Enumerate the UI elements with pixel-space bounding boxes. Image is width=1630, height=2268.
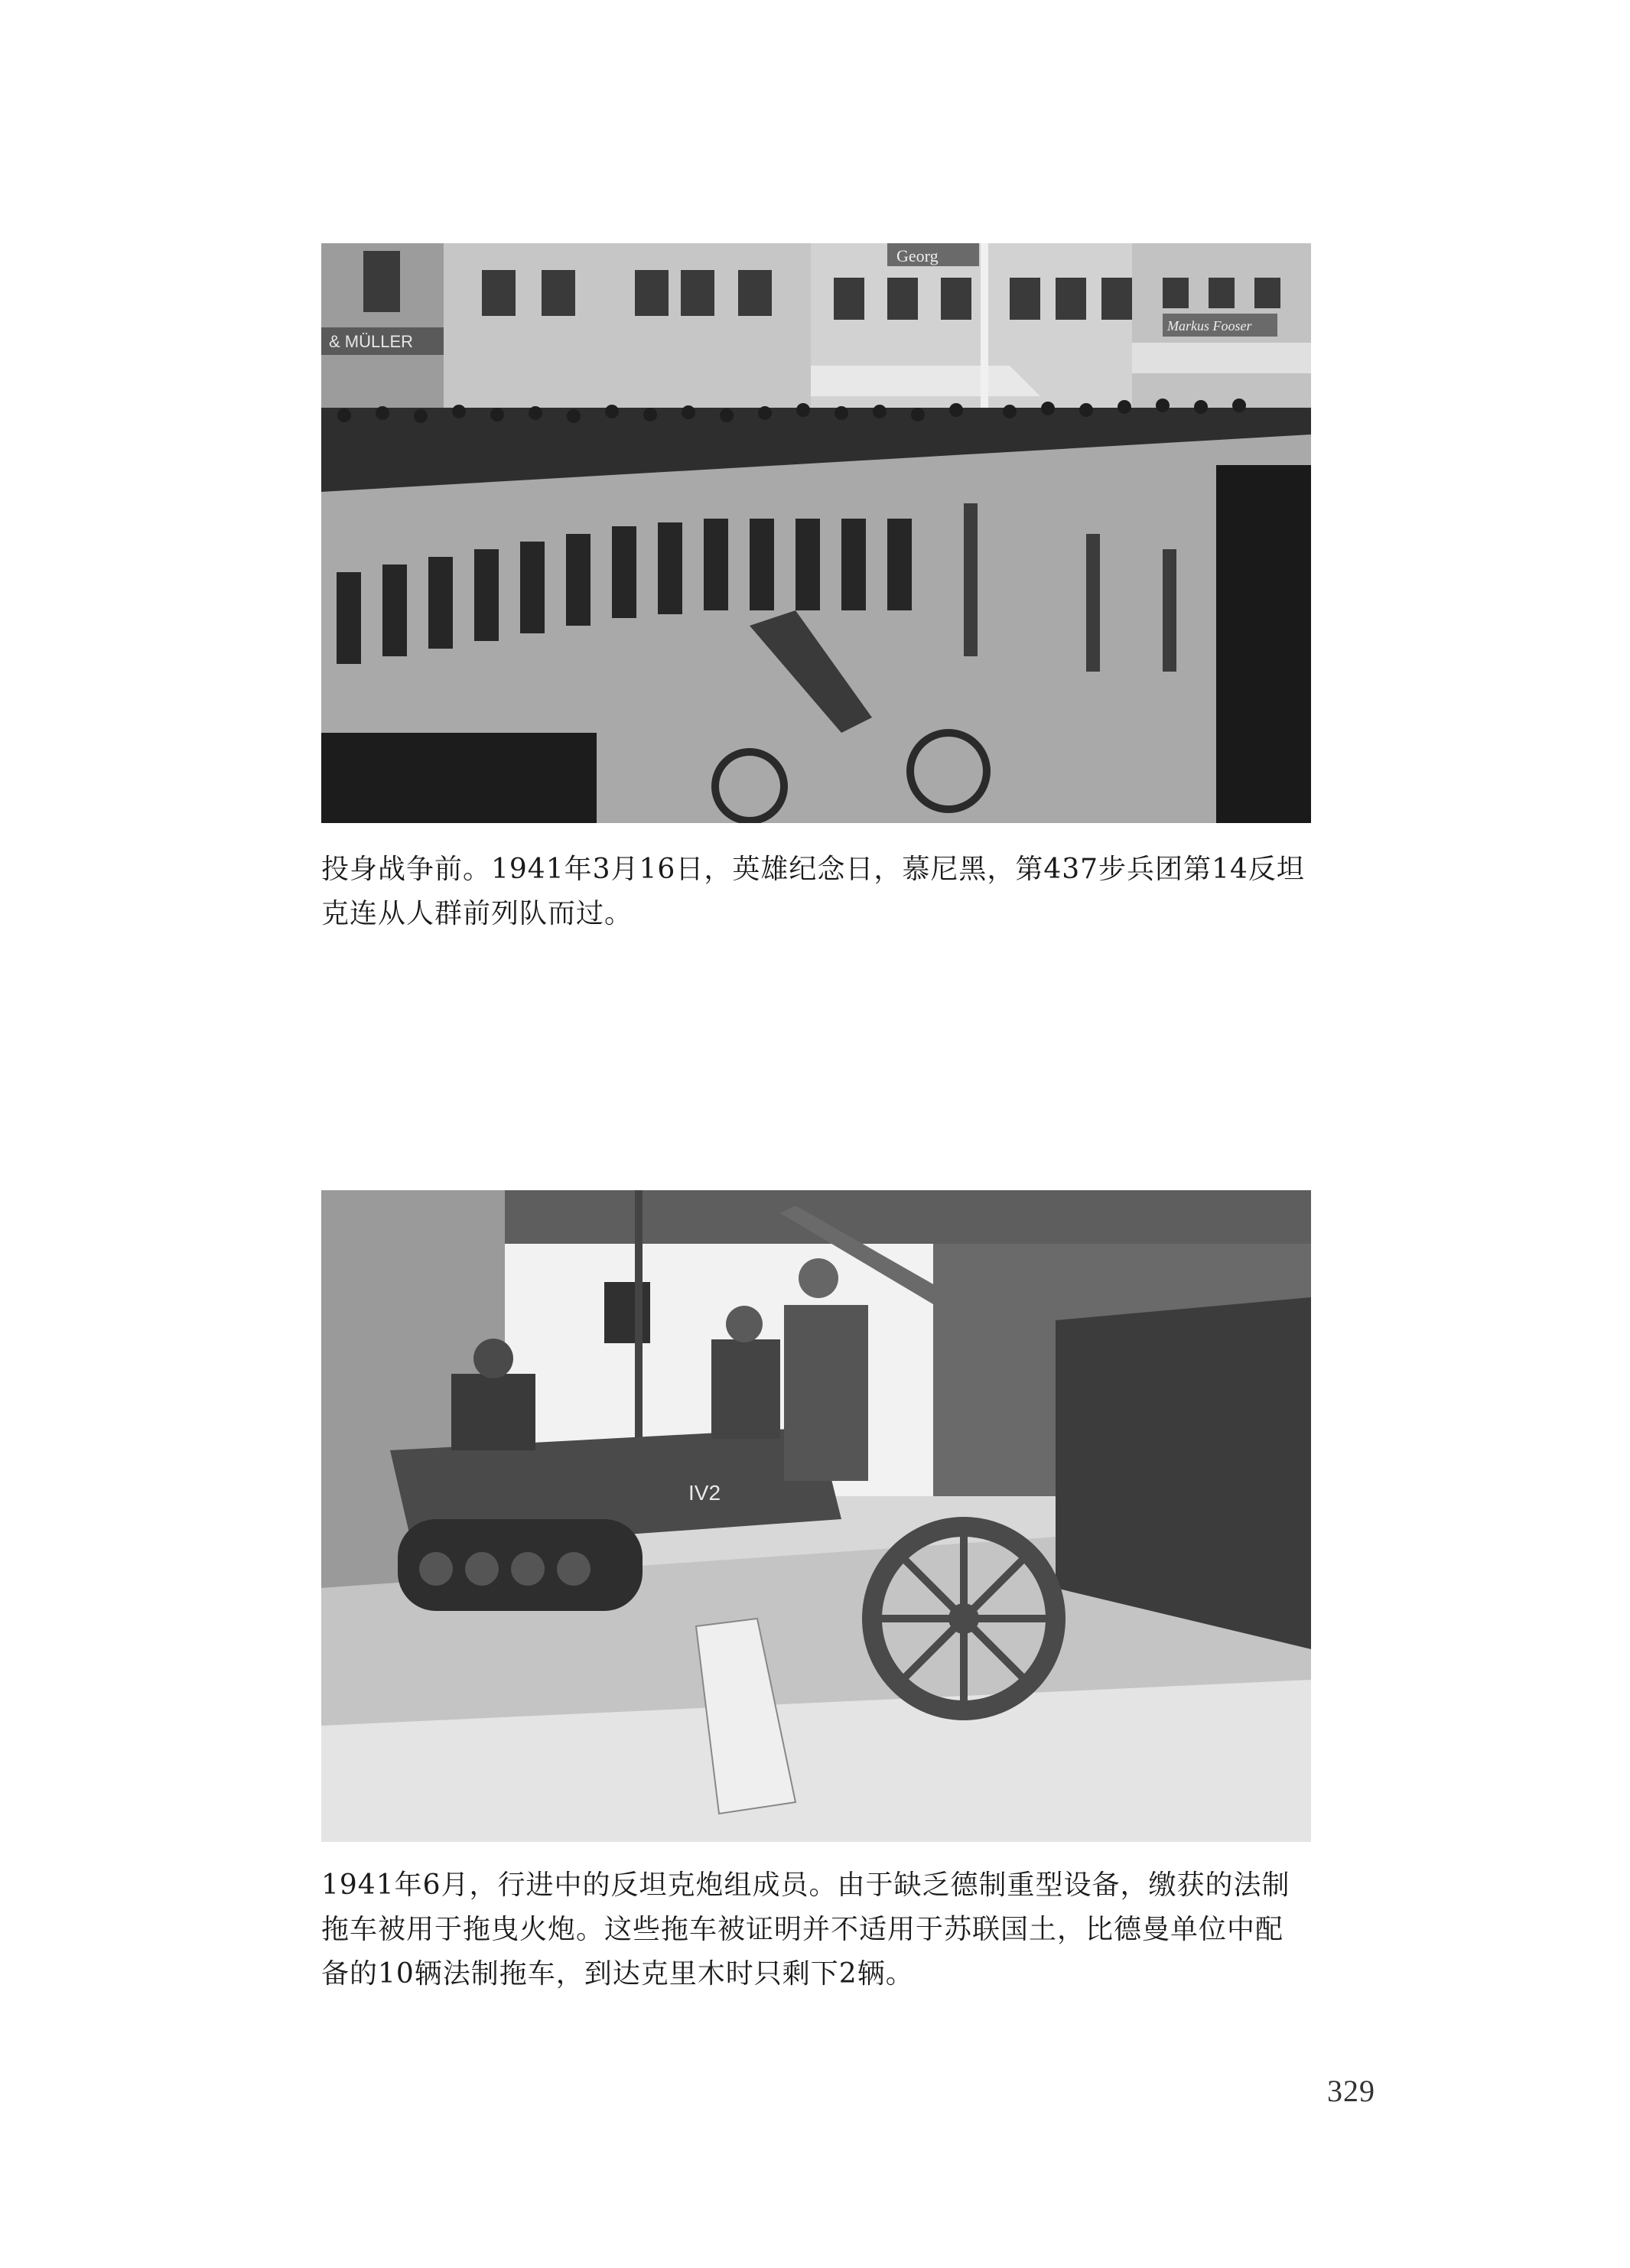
parade-photo bbox=[321, 243, 1311, 823]
shop-sign-left: & MÜLLER bbox=[329, 332, 414, 351]
photo-caption-1: 投身战争前。1941年3月16日，英雄纪念日，慕尼黑，第437步兵团第14反坦克连从人群前列队而过。 bbox=[321, 854, 1305, 929]
shop-sign-georg: Georg bbox=[896, 246, 939, 265]
vehicle-marking: IV2 bbox=[688, 1481, 721, 1505]
house-window bbox=[604, 1282, 650, 1343]
antitank-gun-photo bbox=[321, 1190, 1311, 1842]
shop-sign-right: Markus Fooser bbox=[1167, 318, 1252, 334]
page-number: 329 bbox=[1327, 2074, 1375, 2108]
photo-caption-2: 1941年6月，行进中的反坦克炮组成员。由于缺乏德制重型设备，缴获的法制拖车被用于拖曳火炮。这些拖车被证明并不适用于苏联国土，比德曼单位中配备的10辆法制拖车，到达克里木时只剩下2辆。 bbox=[321, 1869, 1290, 1990]
